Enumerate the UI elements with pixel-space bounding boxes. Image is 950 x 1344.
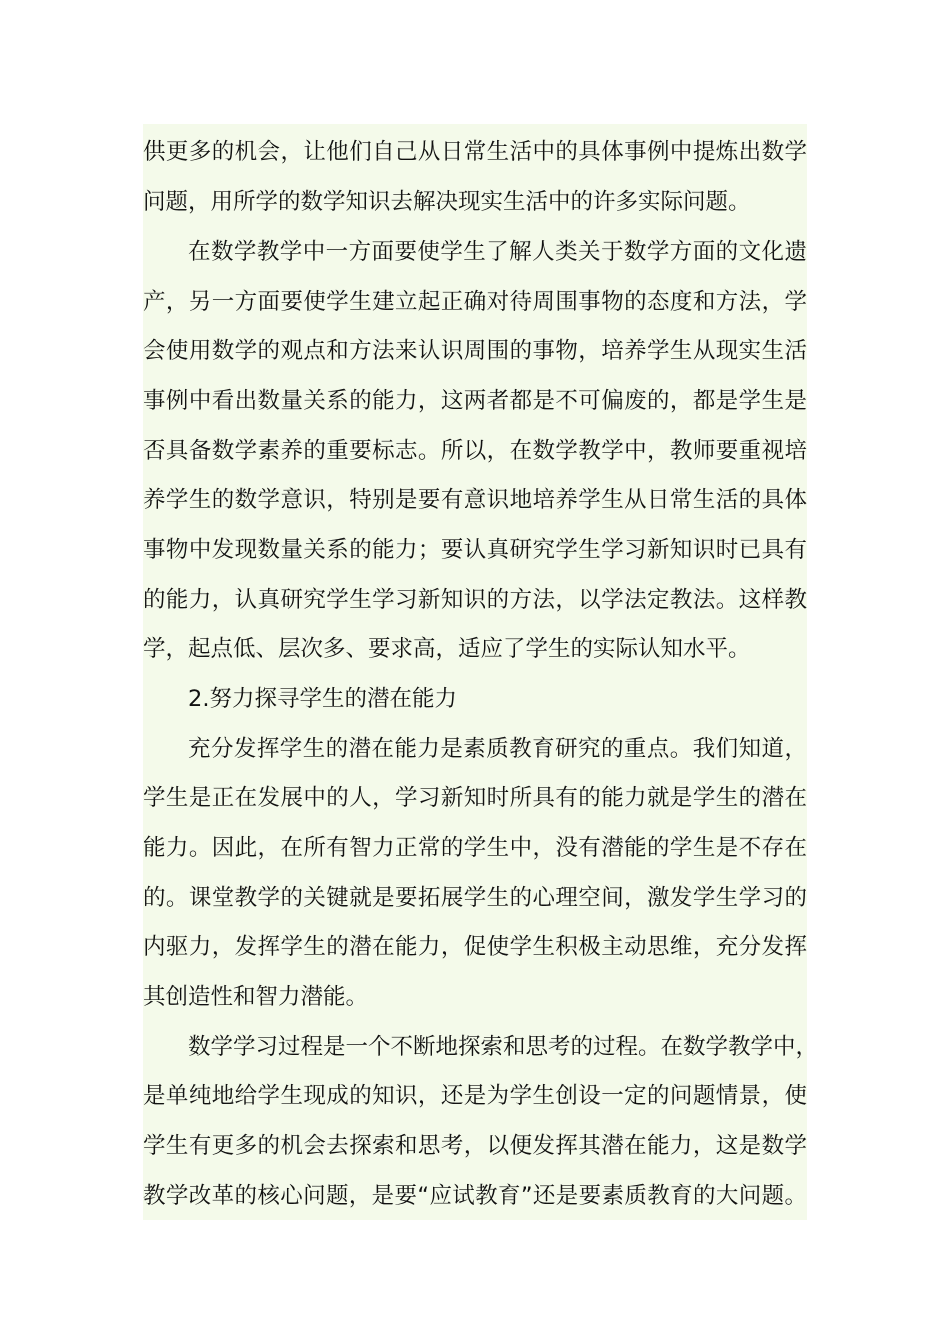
paragraph-first-line: 在数学教学中一方面要使学生了解人类关于数学方面的文化遗 (188, 239, 807, 265)
text-line: 学，起点低、层次多、要求高，适应了学生的实际认知水平。 (143, 636, 751, 662)
text-line: 内驱力，发挥学生的潜在能力，促使学生积极主动思维，充分发挥 (143, 934, 807, 960)
text-line: 问题，用所学的数学知识去解决现实生活中的许多实际问题。 (143, 189, 751, 215)
text-line: 事物中发现数量关系的能力；要认真研究学生学习新知识时已具有 (143, 537, 807, 563)
text-line: 的能力，认真研究学生学习新知识的方法，以学法定教法。这样教 (143, 587, 807, 613)
text-line: 学生是正在发展中的人，学习新知时所具有的能力就是学生的潜在 (143, 785, 807, 811)
text-line: 会使用数学的观点和方法来认识周围的事物，培养学生从现实生活 (143, 338, 807, 364)
paragraph-first-line: 充分发挥学生的潜在能力是素质教育研究的重点。我们知道， (188, 736, 807, 762)
text-line: 其创造性和智力潜能。 (143, 984, 369, 1010)
paragraph-first-line: 数学学习过程是一个不断地探索和思考的过程。在数学教学中， (188, 1034, 819, 1060)
text-line: 教学改革的核心问题，是要“应试教育”还是要素质教育的大问题。 (143, 1183, 807, 1209)
document-text-area (143, 124, 819, 1220)
text-line: 是单纯地给学生现成的知识，还是为学生创设一定的问题情景，使 (143, 1083, 807, 1109)
text-line: 产，另一方面要使学生建立起正确对待周围事物的态度和方法，学 (143, 289, 807, 315)
text-line: 养学生的数学意识，特别是要有意识地培养学生从日常生活的具体 (143, 487, 807, 513)
text-line: 否具备数学素养的重要标志。所以，在数学教学中，教师要重视培 (143, 438, 807, 464)
text-line: 供更多的机会，让他们自己从日常生活中的具体事例中提炼出数学 (143, 139, 807, 165)
section-heading: 2.努力探寻学生的潜在能力 (188, 686, 457, 712)
text-line: 能力。因此，在所有智力正常的学生中，没有潜能的学生是不存在 (143, 835, 807, 861)
text-line: 学生有更多的机会去探索和思考，以便发挥其潜在能力，这是数学 (143, 1133, 807, 1159)
text-line: 的。课堂教学的关键就是要拓展学生的心理空间，激发学生学习的 (143, 885, 807, 911)
text-line: 事例中看出数量关系的能力，这两者都是不可偏废的，都是学生是 (143, 388, 807, 414)
